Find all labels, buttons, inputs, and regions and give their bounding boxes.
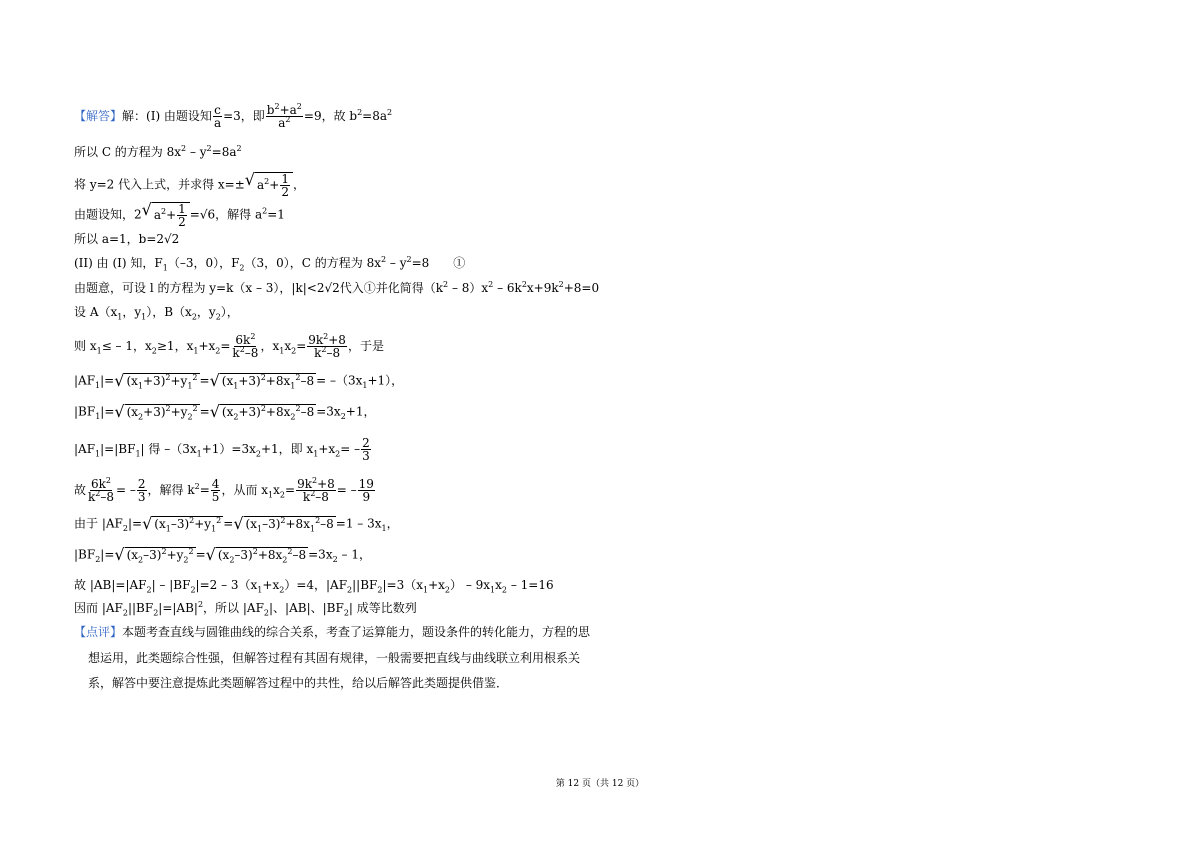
answer-line-14: 由于 $|AF_2|=$ √ $(x_1-3)^2+y_1^2$ = √ $(x_1-3)^2+8x_1^2-8$ $=1 - 3x_1$， (74, 514, 399, 534)
comment-text-2: 想运用，此类题综合性强，但解答过程有其固有规律，一般需要把直线与曲线联立利用根系关 (88, 651, 581, 665)
answer-line-1: 【解答】解：(I) 由题设知 $\frac{c}{a}$ =3，即 $\frac{b^2+a^2}{a^2}$ =9，故 $b^2=8a^2$ (74, 102, 393, 130)
comment-text-3: 系，解答中要注意提炼此类题解答过程中的共性，给以后解答此类题提供借鉴． (88, 676, 509, 690)
answer-line-15: $|BF_2|=$ √ $(x_2-3)^2+y_2^2$ = √ $(x_2-3)^2+8x_2^2-8$ $=3x_2 - 1$， (74, 545, 371, 565)
page-footer: 第 12 页（共 12 页） (555, 779, 645, 789)
answer-line-5: 所以 a=1，b=2√2 (74, 232, 180, 246)
answer-line-13: 故 $\frac{6k^2}{k^2-8}$ = – $\frac{2}{3}$ ，解得 $k^2=$ $\frac{4}{5}$ ，从而 $x_1x_2=$ $\frac{9k^2+8}{k^2-8}$ = – $\frac{19}{9}$ (74, 476, 374, 504)
answer-line-11: $|BF_1|=$ √ $(x_2+3)^2+y_2^2$ = √ $(x_2+3)^2+8x_2^2-8$ $=3x_2+1$， (74, 402, 376, 422)
comment-tag: 【点评】 (74, 625, 123, 639)
answer-line-6: (II) 由 (I) 知，$F_1(-3$，0），$F_2(3$，0），C 的方程为 $8x^2 - y^2=8$ ① (74, 255, 466, 273)
comment-line-2 (88, 651, 580, 665)
answer-line-12: $|AF_1|=|BF_1|$ 得 $-(3x_1+1)=3x_2+1$，即 $x_1+x_2=$ – $\frac{2}{3}$ (74, 436, 370, 463)
answer-line-4: 由题设知，2 √ $a^2+$ $\frac{1}{2}$ =√6，解得 $a^2=1$ (74, 200, 285, 229)
answer-tag: 【解答】 (74, 109, 123, 123)
answer-line-3: 将 y=2 代入上式，并求得 x=± √ $a^2+$ $\frac{1}{2}$ ， (74, 170, 305, 199)
comment-line-3 (88, 676, 508, 690)
answer-line-16: 故 $|AB|=|AF_2| - |BF_2|=2 - 3(x_1+x_2)=4$，$|AF_2||BF_2|=3(x_1+x_2) - 9x_1x_2 - 1=16$ (74, 578, 554, 595)
comment-line-1 (74, 625, 590, 639)
answer-line-7: 由题意，可设 l 的方程为 y=k（x – 3），|k|<2√2代入①并化简得$(k^2 - 8)x^2 - 6k^2x+9k^2+8=0$ (74, 280, 600, 295)
answer-line-9: 则 $x_1\le - 1$，$x_2\ge 1$，$x_1+x_2=$ $\frac{6k^2}{k^2-8}$ ，$x_1x_2=$ $\frac{9k^2+8}{k^2-8}$ ，于是 (74, 332, 384, 360)
answer-line-10: $|AF_1|=$ √ $(x_1+3)^2+y_1^2$ = √ $(x_1+3)^2+8x_1^2-8$ = $-(3x_1+1)$， (74, 371, 404, 391)
answer-line-17: 因而 $|AF_2||BF_2|=|AB|^2$，所以 $|AF_2|$、|AB|、$|BF_2|$ 成等比数列 (74, 600, 417, 618)
answer-line-8: 设 $A(x_1$，$y_1$），$B(x_2$，$y_2$）， (74, 305, 239, 322)
comment-text-1: 本题考查直线与圆锥曲线的综合关系，考查了运算能力，题设条件的转化能力，方程的思 (122, 625, 591, 639)
answer-line-2: 所以 C 的方程为 $8x^2 - y^2=8a^2$ (74, 144, 242, 159)
